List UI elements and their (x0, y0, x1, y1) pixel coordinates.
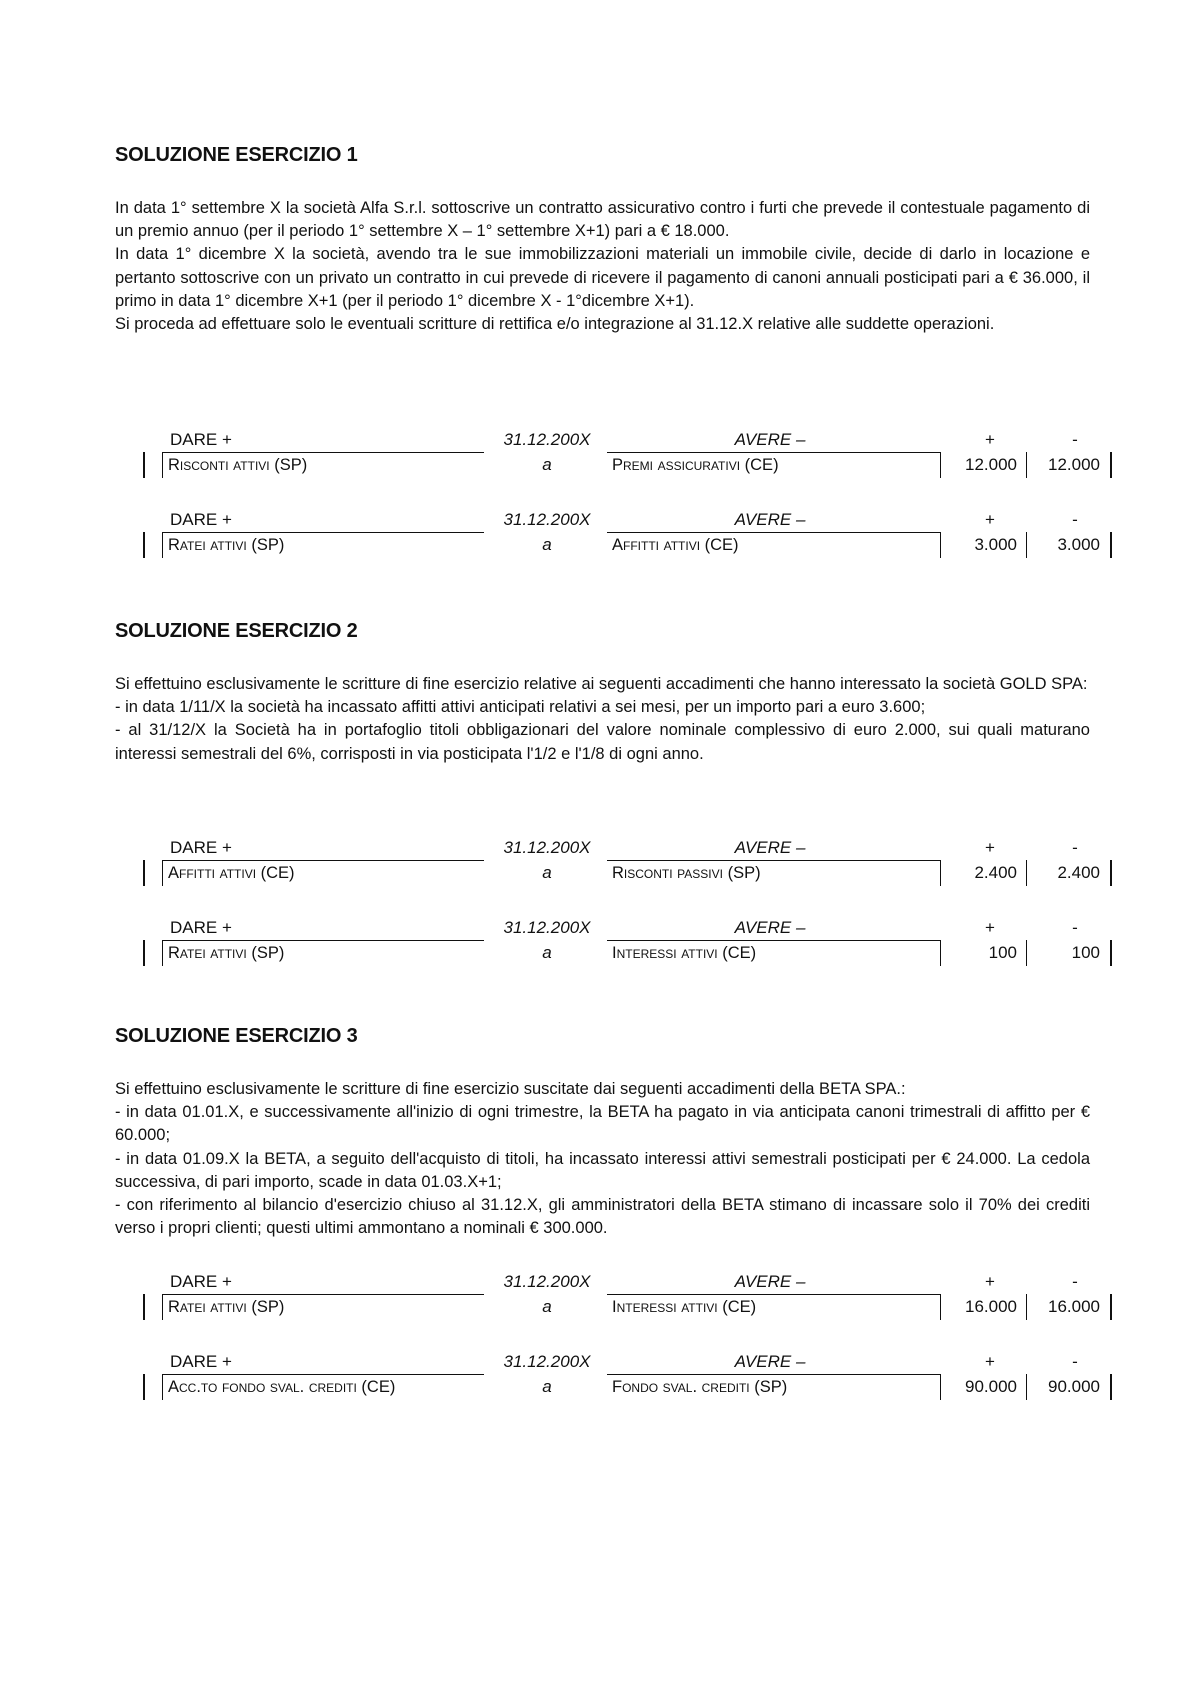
plus-sign: + (985, 1352, 995, 1371)
debit-account: Ratei attivi (SP) (168, 944, 285, 962)
minus-sign: - (1072, 1352, 1078, 1371)
debit-rule (162, 860, 484, 861)
a-connector: a (542, 455, 552, 474)
debit-rule (162, 452, 484, 453)
dare-label: DARE + (170, 918, 232, 937)
amount-plus: 90.000 (965, 1377, 1017, 1396)
left-border (143, 860, 145, 886)
dare-label: DARE + (170, 510, 232, 529)
debit-border (162, 940, 163, 966)
plus-sign: + (985, 1272, 995, 1291)
amount-divider (1026, 452, 1027, 478)
debit-account: Risconti attivi (SP) (168, 456, 308, 474)
amount-minus: 16.000 (1048, 1297, 1100, 1316)
credit-rule (607, 1374, 940, 1375)
amount-plus: 12.000 (965, 455, 1017, 474)
journal-entry (0, 838, 1200, 888)
debit-border (162, 452, 163, 478)
credit-border (940, 1294, 941, 1320)
credit-account: Interessi attivi (CE) (612, 944, 757, 962)
credit-account: Fondo sval. crediti (SP) (612, 1378, 788, 1396)
entry-date: 31.12.200X (503, 510, 591, 529)
journal-entry (0, 918, 1200, 968)
amount-minus: 3.000 (1057, 535, 1100, 554)
section-title: SOLUZIONE ESERCIZIO 1 (115, 144, 358, 166)
entry-date: 31.12.200X (503, 918, 591, 937)
minus-sign: - (1072, 430, 1078, 449)
debit-account: Ratei attivi (SP) (168, 1298, 285, 1316)
plus-sign: + (985, 510, 995, 529)
credit-account: Risconti passivi (SP) (612, 864, 761, 882)
section-esercizio-1 (115, 144, 1090, 336)
minus-sign: - (1072, 510, 1078, 529)
debit-account: Affitti attivi (CE) (168, 864, 295, 882)
paragraph: - in data 01.09.X la BETA, a seguito dell'acquisto di titoli, ha incassato interessi attivi semestrali posticipati per € 24.000. La cedola successiva, di pari importo, scade in data 01.03.X+1; (115, 1149, 1090, 1191)
dare-label: DARE + (170, 1272, 232, 1291)
debit-rule (162, 1374, 484, 1375)
credit-border (940, 940, 941, 966)
section-esercizio-3 (115, 1025, 1090, 1240)
paragraph: In data 1° dicembre X la società, avendo tra le sue immobilizzazioni materiali un immobile civile, decide di darlo in locazione e pertanto sottoscrive con un privato un contratto in cui prevede di ricevere il pagamento di canoni annuali posticipati pari a € 36.000, il primo in data 1° dicembre X+1 (per il periodo 1° dicembre X - 1°dicembre X+1). (115, 245, 1090, 310)
entry-date: 31.12.200X (503, 1272, 591, 1291)
amount-divider (1026, 532, 1027, 558)
avere-label: AVERE – (734, 510, 806, 529)
section-esercizio-2 (115, 620, 1090, 766)
right-border (1110, 532, 1112, 558)
left-border (143, 940, 145, 966)
left-border (143, 532, 145, 558)
amount-minus: 12.000 (1048, 455, 1100, 474)
credit-rule (607, 1294, 940, 1295)
minus-sign: - (1072, 918, 1078, 937)
debit-rule (162, 1294, 484, 1295)
credit-account: Premi assicurativi (CE) (612, 456, 779, 474)
a-connector: a (542, 1377, 552, 1396)
minus-sign: - (1072, 1272, 1078, 1291)
avere-label: AVERE – (734, 1272, 806, 1291)
avere-label: AVERE – (734, 430, 806, 449)
section-title: SOLUZIONE ESERCIZIO 2 (115, 620, 358, 642)
credit-account: Interessi attivi (CE) (612, 1298, 757, 1316)
debit-rule (162, 532, 484, 533)
paragraph: Si proceda ad effettuare solo le eventuali scritture di rettifica e/o integrazione al 31.12.X relative alle suddette operazioni. (115, 315, 995, 334)
amount-plus: 16.000 (965, 1297, 1017, 1316)
debit-account: Ratei attivi (SP) (168, 536, 285, 554)
credit-border (940, 860, 941, 886)
credit-rule (607, 860, 940, 861)
entry-date: 31.12.200X (503, 1352, 591, 1371)
credit-rule (607, 452, 940, 453)
amount-divider (1026, 1374, 1027, 1400)
amount-minus: 100 (1071, 943, 1100, 962)
a-connector: a (542, 1297, 552, 1316)
paragraph: - con riferimento al bilancio d'esercizio chiuso al 31.12.X, gli amministratori della BETA stimano di incassare solo il 70% dei crediti verso i propri clienti; questi ultimi ammontano a nominali € 300.000. (115, 1196, 1090, 1238)
plus-sign: + (985, 838, 995, 857)
amount-divider (1026, 860, 1027, 886)
credit-account: Affitti attivi (CE) (612, 536, 739, 554)
entry-date: 31.12.200X (503, 838, 591, 857)
debit-border (162, 1294, 163, 1320)
amount-plus: 3.000 (974, 535, 1017, 554)
section-title: SOLUZIONE ESERCIZIO 3 (115, 1025, 358, 1047)
paragraph: - in data 1/11/X la società ha incassato affitti attivi anticipati relativi a sei mesi, per un importo pari a euro 3.600; (115, 698, 926, 717)
plus-sign: + (985, 918, 995, 937)
paragraph: - in data 01.01.X, e successivamente all'inizio di ogni trimestre, la BETA ha pagato in via anticipata canoni trimestrali di affitto per € 60.000; (115, 1103, 1090, 1145)
credit-rule (607, 940, 940, 941)
right-border (1110, 1374, 1112, 1400)
debit-border (162, 860, 163, 886)
amount-divider (1026, 940, 1027, 966)
credit-border (940, 1374, 941, 1400)
journal-entry (0, 430, 1200, 480)
avere-label: AVERE – (734, 1352, 806, 1371)
dare-label: DARE + (170, 430, 232, 449)
dare-label: DARE + (170, 1352, 232, 1371)
paragraph: - al 31/12/X la Società ha in portafoglio titoli obbligazionari del valore nominale complessivo di euro 2.000, sui quali maturano interessi semestrali del 6%, corrisposti in via posticipata l'1/2 e l'1/8 di ogni anno. (115, 721, 1090, 763)
dare-label: DARE + (170, 838, 232, 857)
paragraph: In data 1° settembre X la società Alfa S.r.l. sottoscrive un contratto assicurativo contro i furti che prevede il contestuale pagamento di un premio annuo (per il periodo 1° settembre X – 1° settembre X+1) pari a € 18.000. (115, 199, 1090, 241)
entry-date: 31.12.200X (503, 430, 591, 449)
right-border (1110, 452, 1112, 478)
credit-rule (607, 532, 940, 533)
amount-minus: 2.400 (1057, 863, 1100, 882)
right-border (1110, 940, 1112, 966)
debit-account: Acc.to fondo sval. crediti (CE) (168, 1378, 396, 1396)
a-connector: a (542, 535, 552, 554)
journal-entry (0, 1352, 1200, 1402)
debit-rule (162, 940, 484, 941)
right-border (1110, 1294, 1112, 1320)
credit-border (940, 532, 941, 558)
paragraph: Si effettuino esclusivamente le scritture di fine esercizio suscitate dai seguenti accadimenti della BETA SPA.: (115, 1080, 906, 1098)
debit-border (162, 532, 163, 558)
amount-plus: 100 (988, 943, 1017, 962)
left-border (143, 452, 145, 478)
amount-minus: 90.000 (1048, 1377, 1100, 1396)
left-border (143, 1374, 145, 1400)
a-connector: a (542, 863, 552, 882)
a-connector: a (542, 943, 552, 962)
plus-sign: + (985, 430, 995, 449)
avere-label: AVERE – (734, 918, 806, 937)
amount-divider (1026, 1294, 1027, 1320)
minus-sign: - (1072, 838, 1078, 857)
debit-border (162, 1374, 163, 1400)
right-border (1110, 860, 1112, 886)
amount-plus: 2.400 (974, 863, 1017, 882)
paragraph: Si effettuino esclusivamente le scritture di fine esercizio relative ai seguenti accadimenti che hanno interessato la società GOLD SPA: (115, 675, 1088, 693)
left-border (143, 1294, 145, 1320)
avere-label: AVERE – (734, 838, 806, 857)
journal-entry (0, 510, 1200, 560)
credit-border (940, 452, 941, 478)
journal-entry (0, 1272, 1200, 1322)
